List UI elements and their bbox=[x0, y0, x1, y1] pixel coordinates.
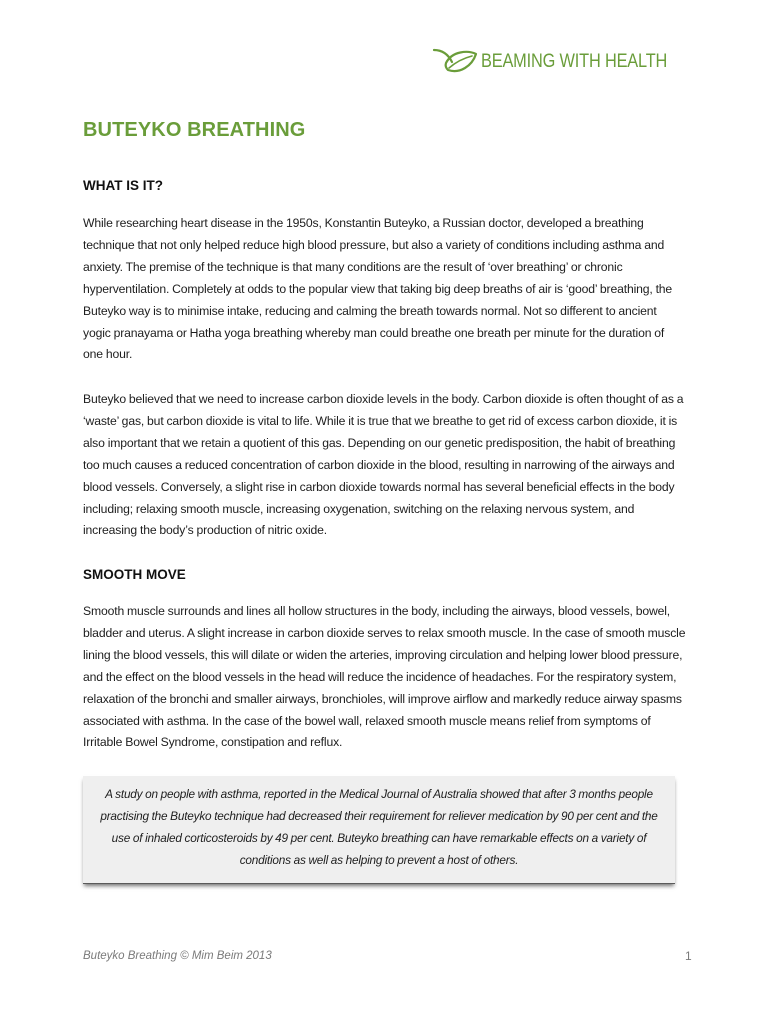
brand-name: BEAMING WITH HEALTH bbox=[481, 51, 668, 72]
section-heading-smooth-move: SMOOTH MOVE bbox=[83, 567, 186, 582]
section-heading-what-is-it: WHAT IS IT? bbox=[83, 178, 163, 193]
paragraph-smooth-muscle: Smooth muscle surrounds and lines all hollow structures in the body, including the airways, blood vessels, bowel, bladder and uterus. A slight increase in carbon dioxide serves to relax smooth muscle. In the case of smooth muscle lining the blood vessels, this will dilate or widen the arteries, improving circulation and helping lower blood pressure, and the effect on the blood vessels in the head will reduce the incidence of headaches. For the respiratory system, relaxation of the bronchi and smaller airways, bronchioles, will improve airflow and markedly reduce airway spasms associated with asthma. In the case of the bowel wall, relaxed smooth muscle means relief from symptoms of Irritable Bowel Syndrome, constipation and reflux. bbox=[83, 604, 686, 750]
callout-box bbox=[83, 776, 675, 884]
paragraph-intro: While researching heart disease in the 1950s, Konstantin Buteyko, a Russian doctor, developed a breathing technique that not only helped reduce high blood pressure, but also a variety of conditions including asthma and anxiety. The premise of the technique is that many conditions are the result of ‘over breathing’ or chronic hyperventilation. Completely at odds to the popular view that taking big deep breaths of air is ‘good’ breathing, the Buteyko way is to minimise intake, reducing and calming the breath towards normal. Not so different to ancient yogic pranayama or Hatha yoga breathing whereby man could breathe one breath per minute for the duration of one hour. bbox=[83, 216, 673, 362]
callout-text: A study on people with asthma, reported in the Medical Journal of Australia showed that after 3 months people practising the Buteyko technique had decreased their requirement for reliever medication by 90 per cent and the use of inhaled corticosteroids by 49 per cent. Buteyko breathing can have remarkable effects on a variety of conditions as well as helping to prevent a host of others. bbox=[100, 787, 658, 867]
paragraph-carbon-dioxide: Buteyko believed that we need to increase carbon dioxide levels in the body. Carbon dioxide is often thought of as a ‘waste’ gas, but carbon dioxide is vital to life. While it is true that we breathe to get rid of excess carbon dioxide, it is also important that we retain a quotient of this gas. Depending on our genetic predisposition, the habit of breathing too much causes a reduced concentration of carbon dioxide in the blood, resulting in narrowing of the airways and blood vessels. Conversely, a slight rise in carbon dioxide towards normal has several beneficial effects in the body including; relaxing smooth muscle, increasing oxygenation, switching on the relaxing nervous system, and increasing the body’s production of nitric oxide. bbox=[83, 392, 684, 538]
leaf-icon bbox=[432, 46, 478, 78]
footer-copyright: Buteyko Breathing © Mim Beim 2013 bbox=[83, 950, 272, 962]
page-number: 1 bbox=[685, 949, 692, 963]
brand-logo bbox=[432, 46, 697, 78]
document-title: BUTEYKO BREATHING bbox=[83, 119, 306, 141]
